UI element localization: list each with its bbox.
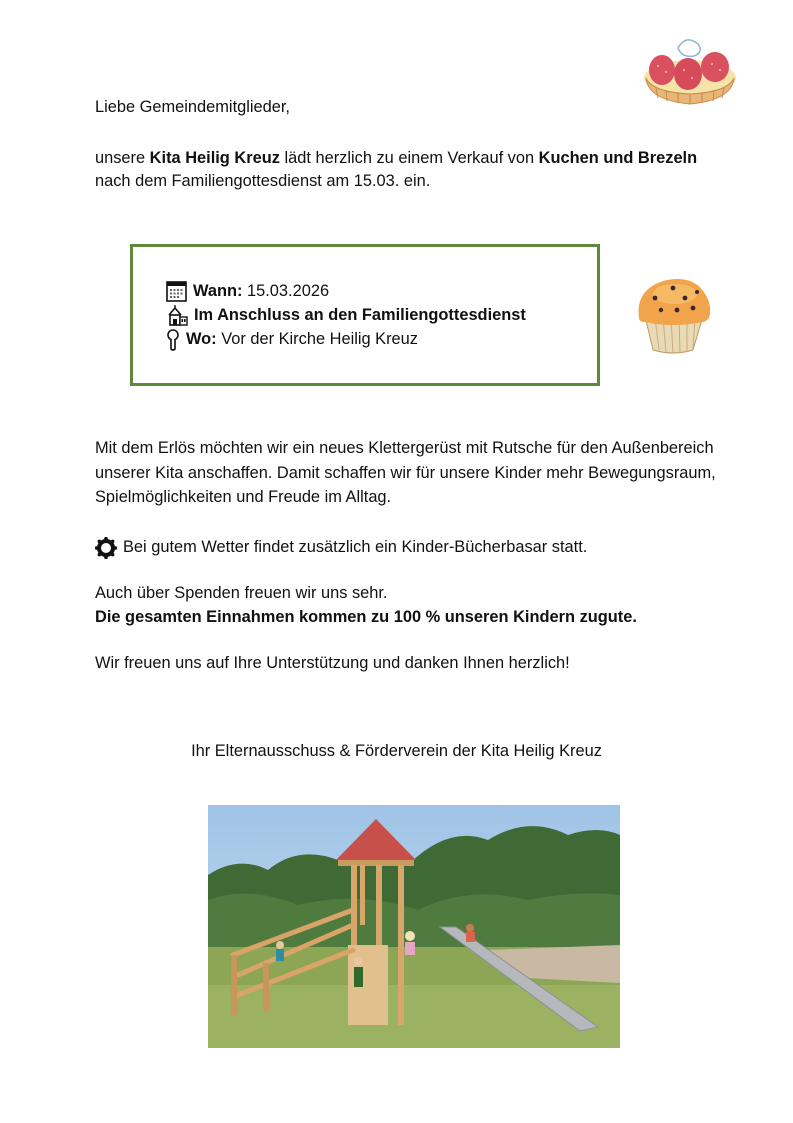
kita-name: Kita Heilig Kreuz bbox=[149, 149, 280, 167]
bazaar-text: Bei gutem Wetter findet zusätzlich ein Kinder-Bücherbasar statt. bbox=[123, 538, 588, 556]
proceeds-paragraph: Mit dem Erlös möchten wir ein neues Klettergerüst mit Rutsche für den Außenbereich unserer Kita anschaffen. Damit schaffen wir für unsere Kinder mehr Bewegungsraum, Spielmöglichkeiten und Freude im Alltag. bbox=[95, 439, 716, 506]
bazaar-line bbox=[95, 536, 587, 559]
info-after-service bbox=[166, 304, 526, 327]
intro-text: lädt herzlich zu einem Verkauf von bbox=[279, 149, 539, 167]
intro-text: unsere bbox=[95, 149, 150, 167]
intro-text: nach dem Familiengottesdienst am 15.03. ein. bbox=[95, 172, 431, 190]
intro-paragraph bbox=[95, 147, 735, 193]
muffin-illustration bbox=[627, 258, 719, 366]
church-icon bbox=[166, 305, 188, 326]
info-where bbox=[166, 328, 418, 351]
playground-photo bbox=[208, 805, 620, 1048]
after-service-text: Im Anschluss an den Familiengottesdienst bbox=[194, 306, 526, 324]
event-info-box bbox=[130, 244, 600, 386]
when-label: Wann: bbox=[193, 282, 243, 300]
location-pin-icon bbox=[166, 329, 180, 351]
thanks-line: Wir freuen uns auf Ihre Unterstützung und danken Ihnen herzlich! bbox=[95, 654, 570, 672]
where-label: Wo: bbox=[186, 330, 217, 348]
calendar-icon bbox=[166, 281, 187, 302]
sale-items: Kuchen und Brezeln bbox=[538, 149, 698, 167]
when-value: 15.03.2026 bbox=[242, 282, 330, 300]
strawberry-tart-illustration bbox=[638, 20, 742, 112]
signature: Ihr Elternausschuss & Förderverein der Kita Heilig Kreuz bbox=[191, 742, 602, 760]
donations-line: Auch über Spenden freuen wir uns sehr. bbox=[95, 584, 388, 602]
where-value: Vor der Kirche Heilig Kreuz bbox=[216, 330, 418, 348]
info-when bbox=[166, 280, 329, 303]
proceeds-statement bbox=[95, 606, 637, 629]
greeting: Liebe Gemeindemitglieder, bbox=[95, 98, 290, 116]
proceeds-statement-text: Die gesamten Einnahmen kommen zu 100 % unseren Kindern zugute. bbox=[95, 608, 637, 626]
sun-flower-icon bbox=[95, 537, 117, 559]
